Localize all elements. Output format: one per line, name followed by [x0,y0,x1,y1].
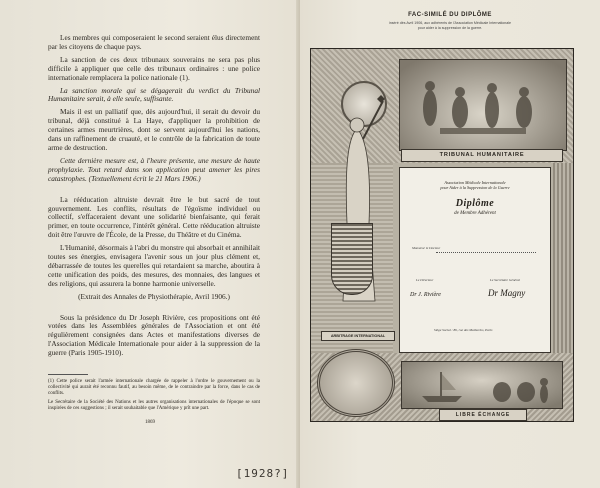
diploma-title: Diplôme [455,198,495,210]
footnote-2: Le Secrétaire de la Société des Nations et les autres organisations internationales de l'époque se sont inspirées de ces suggestions ; il serait souhaitable que l'Amérique y prît une part. [48,400,260,412]
banner-tribunal: TRIBUNAL HUMANITAIRE [401,149,563,162]
footnote-rule [48,374,88,375]
figures-illustration [400,60,566,150]
banner-libre-echange: LIBRE ÉCHANGE [439,409,527,421]
wreath-icon [317,349,395,417]
footnote-1: (1) Cette police serait l'armée internationale chargée de rappeler à l'ordre le gouvernement ou la collectivité qui aurait été reconnu fautif, au besoin même, de le contraindre par la force, dans le cas de conflits. [48,379,260,397]
paragraph-1: Les membres qui composeraient le second seraient élus directement par les citoyens de chaque pays. [48,33,260,51]
paragraph-8: Sous la présidence du Dr Joseph Rivière, ces propositions ont été votées dans les Assemblées générales de l'Association et ont été régulièrement consignées dans Actes et manifestations diverses de l'Association Médicale Internationale pour aider à la suppression de la guerre (Paris 1905-1910). [48,312,260,358]
seat-address: Siège Social : 86, rue des Mathurins, Paris [434,328,493,332]
shield-icon [331,223,373,295]
paragraph-3: La sanction morale qui se dégagerait du verdict du Tribunal Humanitaire serait, à elle seule, suffisante. [48,85,260,104]
director-label: Le Directeur [416,278,434,282]
engraving-right-column [553,163,573,353]
diploma-engraving [310,48,574,422]
paragraph-2: La sanction de ces deux tribunaux souverains ne sera pas plus difficile à appliquer que celle des tribunaux ordinaires : une police internationale remplacera la police nationale (1). [48,54,260,82]
diploma-subtitle: de Membre Adhérent [454,211,496,217]
facsimile-subtitle-1: inséré dès Avril 1906, aux adhérents de l'Association Médicale Internationale [388,21,512,25]
paragraph-5: Cette dernière mesure est, à l'heure présente, une mesure de haute prophylaxie. Tout retard dans son application peut amener les pires catastrophes. (Textuellement écrit le 21 Mars 1906.) [48,155,260,183]
diploma-panel [399,167,551,353]
association-line-2: pour Aider à la Suppression de la Guerre [440,185,510,191]
signature-director: Dr J. Rivière [410,292,441,298]
banner-arbitrage: ARBITRAGE INTERNATIONAL [321,331,395,341]
facsimile-title: FAC-SIMILÉ DU DIPLÔME [408,12,492,18]
signature-secretary: Dr Magny [488,288,526,298]
bottom-allegory-scene [401,361,563,409]
top-allegory-scene [399,59,567,151]
association-line-1: Association Médicale Internationale [444,180,506,185]
recipient-label: Monsieur le Docteur [412,246,441,250]
secretary-label: Le Secrétaire Général [490,278,521,282]
page-number: 1869 [145,420,155,425]
archive-stamp: [1928?] [236,467,290,480]
facsimile-subtitle-2: pour aider à la suppression de la guerre. [417,26,483,30]
paragraph-6: La rééducation altruiste devrait être le but sacré de tout gouvernement. Les conflits, résultats de l'égoïsme individuel ou collectif, s'effaceraient devant une solidarité bienfaisante, qui ferait primer, en toute occurrence, l'intérêt général. Cette rééducation altruiste doit être l'œuvre de l'École, de la Presse, du Théâtre et du Cinéma. [48,194,260,240]
ship-illustration [402,362,562,408]
source-citation: (Extrait des Annales de Physiothérapie, Avril 1906.) [78,291,230,301]
paragraph-7: L'Humanité, désormais à l'abri du monstre qui absorbait et annihilait toutes ses énergies, envisagera l'avenir sous un jour plus clément et, débarrassée de toutes les querelles qui retardaient sa marche, aboutira à cette unification des poids, des mesures, des monnaies, des langues et des religions, qui assurera la bonne harmonie universelle. [48,243,261,288]
paragraph-4: Mais il est un palliatif que, dès aujourd'hui, il serait du devoir du tribunal, déjà constitué à La Haye, d'appliquer la prohibition de certaines armes meurtrières, dont se servent aujourd'hui les nations, dans un raffinement de cruauté, et le contrôle de la fabrication de toute arme de destruction. [48,107,260,152]
allegorical-figure [325,73,387,303]
recipient-line [436,252,536,253]
